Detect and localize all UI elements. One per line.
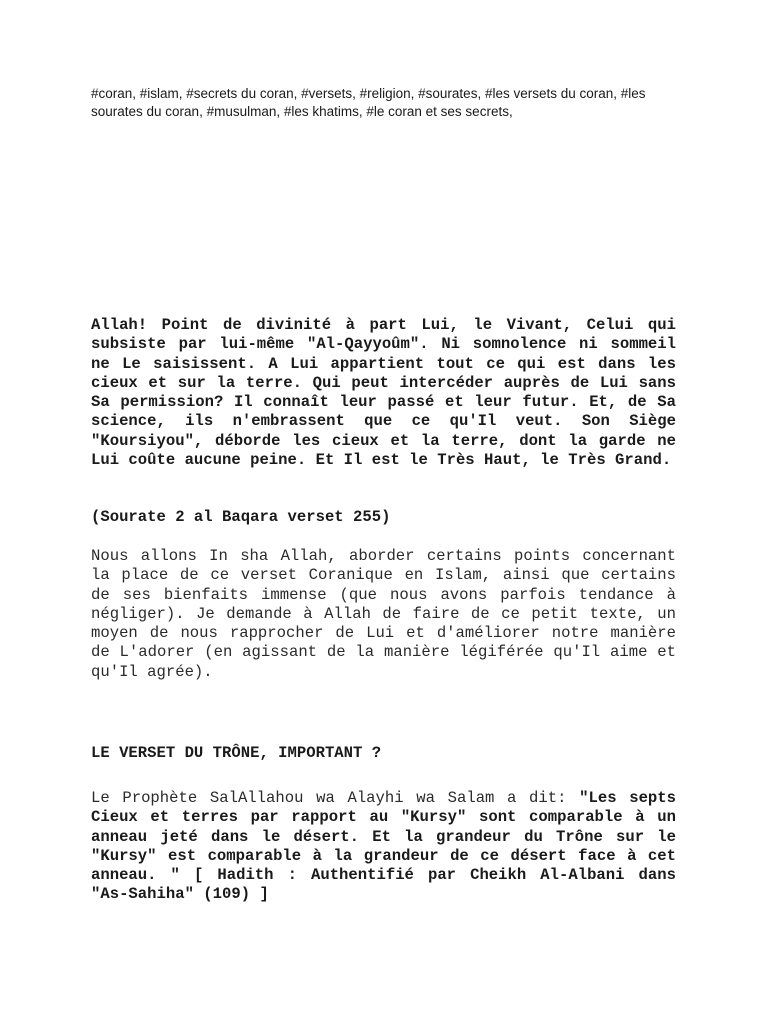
verse-text: Allah! Point de divinité à part Lui, le Vivant, Celui qui subsiste par lui-même "Al-Qayyoûm". Ni somnolence ni sommeil ne Le saisissent. A Lui appartient tout ce qui est dans les cieux et sur la terre. Qui peut intercéder auprès de Lui sans Sa permission? Il connaît leur passé et leur futur. Et, de Sa science, ils n'embrassent que ce qu'Il veut. Son Siège "Koursiyou", déborde les cieux et la terre, dont la garde ne Lui coûte aucune peine. Et Il est le Très Haut, le Très Grand. xyxy=(91,316,676,470)
verse-reference: (Sourate 2 al Baqara verset 255) xyxy=(91,508,391,526)
intro-paragraph: Nous allons In sha Allah, aborder certains points concernant la place de ce verset Coranique en Islam, ainsi que certains de ses bienfaits immense (que nous avons parfois tendance à négliger). Je demande à Allah de faire de ce petit texte, un moyen de nous rapprocher de Lui et d'améliorer notre manière de L'adorer (en agissant de la manière légiférée qu'Il aime et qu'Il agrée). xyxy=(91,547,676,681)
hadith-paragraph xyxy=(91,789,676,905)
hadith-quote: "Les septs Cieux et terres par rapport au "Kursy" sont comparable à un anneau jeté dans le désert. Et la grandeur du Trône sur le "Kursy" est comparable à la grandeur de ce désert face à cet anneau. " [ Hadith : Authentifié par Cheikh Al-Albani dans "As-Sahiha" (109) ] xyxy=(91,789,677,904)
hashtags-line: #coran, #islam, #secrets du coran, #versets, #religion, #sourates, #les versets du coran, #les sourates du coran, #musulman, #les khatims, #le coran et ses secrets, xyxy=(91,86,646,119)
hadith-lead: Le Prophète SalAllahou wa Alayhi wa Salam a dit: xyxy=(91,789,580,807)
section-heading: LE VERSET DU TRÔNE, IMPORTANT ? xyxy=(91,744,382,762)
